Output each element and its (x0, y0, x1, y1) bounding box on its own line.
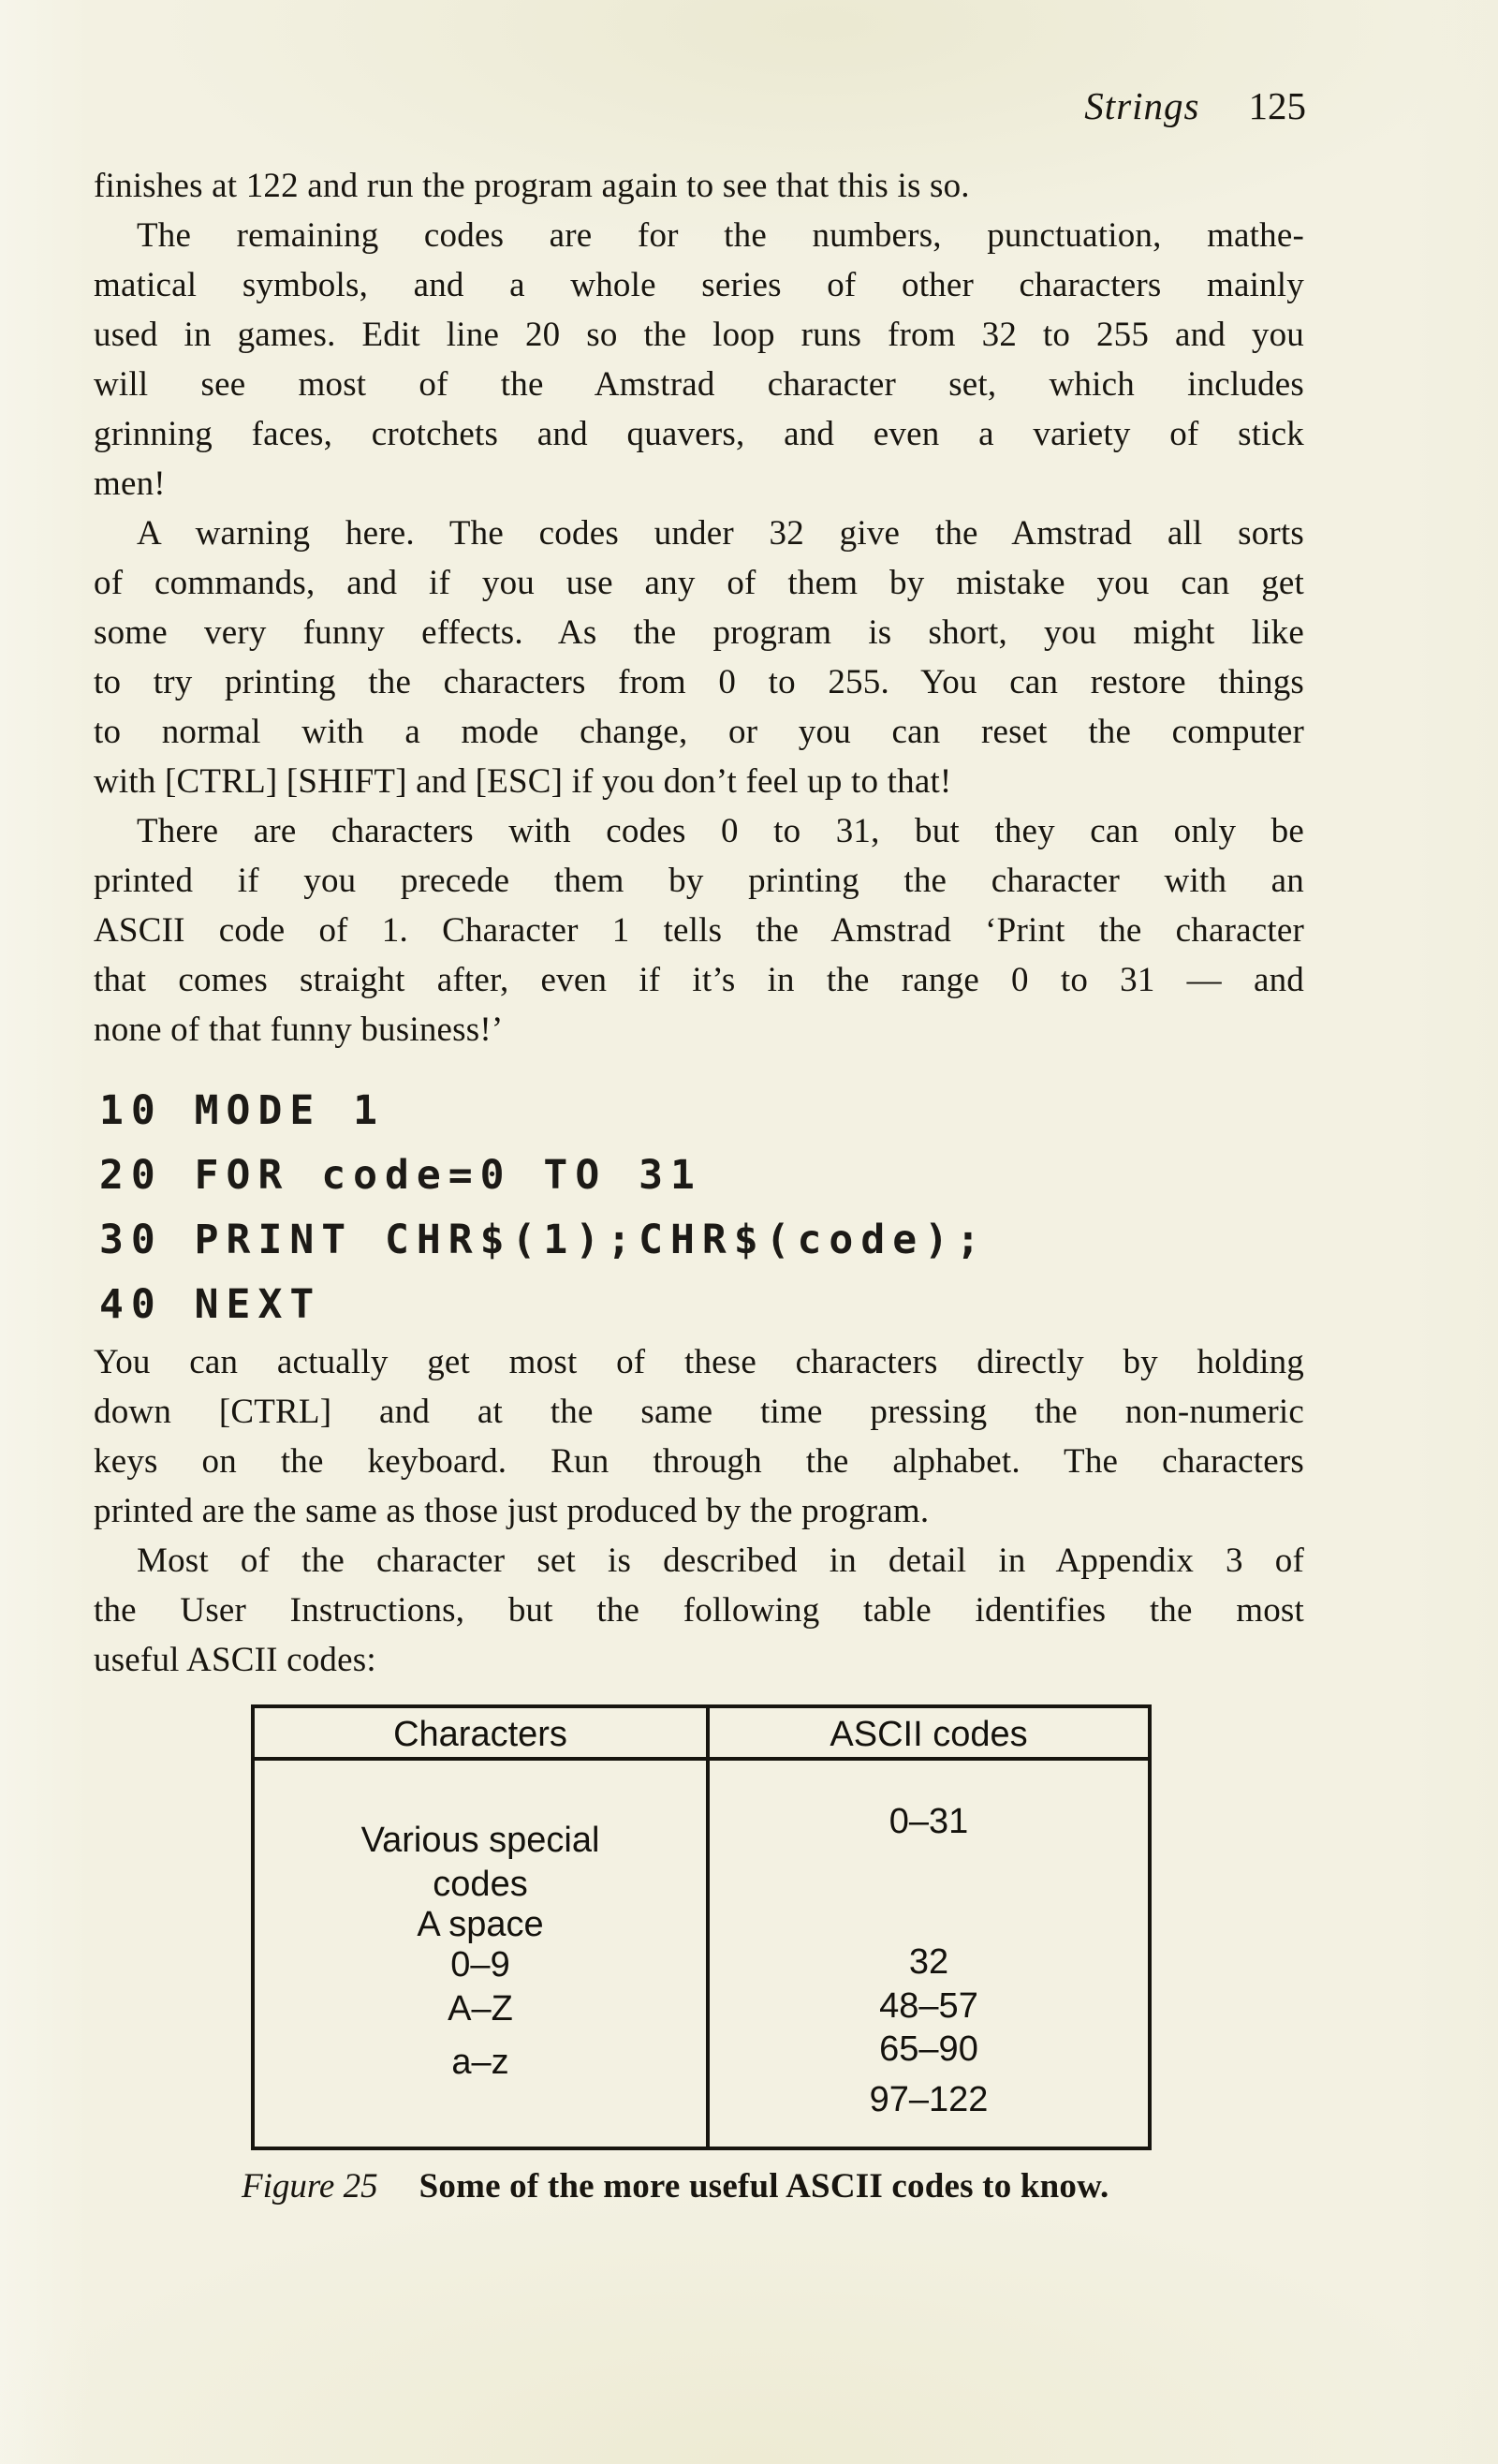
code-line: 40 NEXT (99, 1281, 322, 1328)
table-cell-characters: A–Z (448, 1989, 513, 2029)
body-line: There are characters with codes 0 to 31, but they can only be (137, 812, 1304, 850)
table-cell-characters: 0–9 (450, 1945, 510, 1984)
table-cell-characters: codes (433, 1865, 528, 1904)
table-cell-ascii-code: 48–57 (879, 1986, 978, 2026)
table-cell-ascii-code: 0–31 (889, 1802, 969, 1841)
body-line: the User Instructions, but the following table identifies the most (94, 1591, 1304, 1630)
page-number: 125 (1248, 84, 1306, 127)
body-line: finishes at 122 and run the program again to see that this is so. (94, 167, 970, 205)
table-cell-characters: Various special (360, 1821, 600, 1860)
table-cell-ascii-code: 65–90 (879, 2029, 978, 2069)
basic-code-listing (99, 1079, 988, 1337)
body-line: to normal with a mode change, or you can reset the computer (94, 713, 1304, 751)
table-body (255, 1761, 1148, 2147)
body-line: grinning faces, crotchets and quavers, and even a variety of stick (94, 415, 1304, 453)
body-line: none of that funny business!’ (94, 1011, 504, 1049)
body-line: Most of the character set is described in detail in Appendix 3 of (137, 1542, 1304, 1580)
body-line: some very funny effects. As the program is short, you might like (94, 613, 1304, 652)
body-line: used in games. Edit line 20 so the loop runs from 32 to 255 and you (94, 316, 1304, 354)
body-line: You can actually get most of these characters directly by holding (94, 1343, 1304, 1381)
body-line: to try printing the characters from 0 to 255. You can restore things (94, 663, 1304, 701)
body-line: with [CTRL] [SHIFT] and [ESC] if you don’t feel up to that! (94, 762, 952, 801)
body-line: A warning here. The codes under 32 give the Amstrad all sorts (137, 514, 1304, 553)
body-line: useful ASCII codes: (94, 1641, 376, 1679)
figure-caption (242, 2165, 1109, 2208)
table-header-ascii-codes: ASCII codes (830, 1715, 1028, 1754)
table-header-characters: Characters (393, 1715, 567, 1754)
body-line: men! (94, 465, 166, 503)
table-cell-characters: a–z (451, 2043, 509, 2082)
body-line: printed if you precede them by printing the character with an (94, 862, 1304, 900)
body-line: matical symbols, and a whole series of other characters mainly (94, 266, 1304, 304)
running-header (94, 84, 1306, 127)
code-line: 10 MODE 1 (99, 1087, 385, 1134)
table-cell-characters: A space (417, 1905, 544, 1944)
table-cell-ascii-code: 97–122 (869, 2080, 989, 2119)
body-line: ASCII code of 1. Character 1 tells the Amstrad ‘Print the character (94, 911, 1304, 950)
table-header-row (255, 1708, 1148, 1761)
body-line: keys on the keyboard. Run through the alphabet. The characters (94, 1442, 1304, 1481)
table-cell-ascii-code: 32 (908, 1942, 949, 1982)
body-line: printed are the same as those just produced by the program. (94, 1492, 930, 1530)
body-text-upper (94, 161, 1304, 1055)
code-line: 20 FOR code=0 TO 31 (99, 1152, 702, 1199)
figure-caption-label: Figure 25 (242, 2167, 378, 2206)
chapter-title: Strings (1084, 84, 1200, 127)
ascii-codes-table (251, 1704, 1152, 2150)
body-line: will see most of the Amstrad character set, which includes (94, 365, 1304, 404)
figure-caption-text: Some of the more useful ASCII codes to know. (419, 2167, 1109, 2206)
body-line: that comes straight after, even if it’s in the range 0 to 31 — and (94, 961, 1304, 999)
body-line: The remaining codes are for the numbers, punctuation, mathe- (137, 216, 1304, 255)
code-line: 30 PRINT CHR$(1);CHR$(code); (99, 1217, 988, 1263)
body-text-lower (94, 1337, 1304, 1685)
body-line: of commands, and if you use any of them by mistake you can get (94, 564, 1304, 602)
body-line: down [CTRL] and at the same time pressing the non-numeric (94, 1393, 1304, 1431)
